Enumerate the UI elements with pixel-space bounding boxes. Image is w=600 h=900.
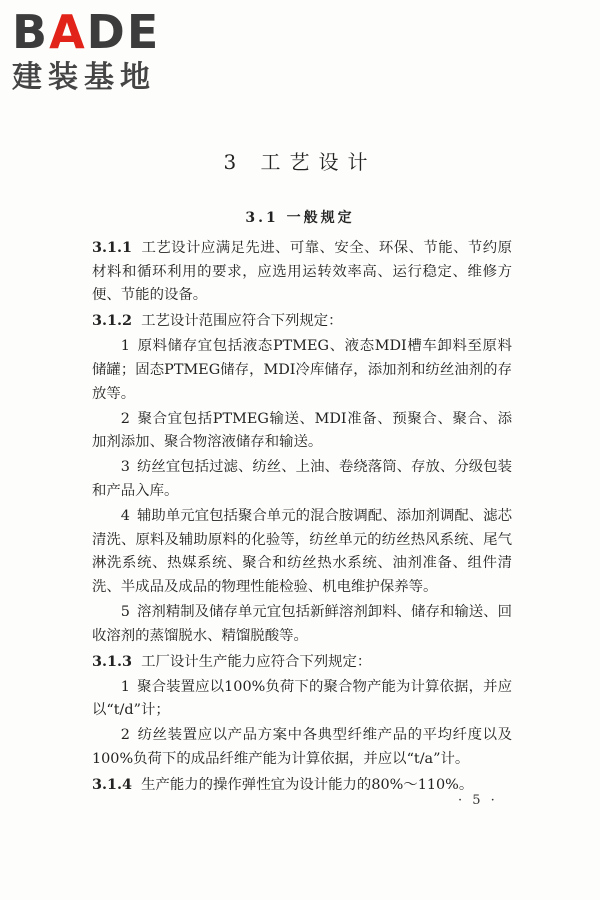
clause-3-1-2-item-1 [92, 335, 512, 406]
clause-3-1-2-item-2 [92, 408, 512, 455]
clause-number: 3.1.3 [92, 652, 133, 670]
item-number: 1 [120, 338, 130, 355]
item-text: 纺丝装置应以产品方案中各典型纤维产品的平均纤度以及100%负荷下的成品纤维产能为计算依据，并应以“t/a”计。 [92, 727, 512, 767]
item-text: 原料储存宜包括液态PTMEG、液态MDI槽车卸料至原料储罐；固态PTMEG储存，MDI冷库储存，添加剂和纺丝油剂的存放等。 [92, 338, 512, 402]
clause-text: 工艺设计应满足先进、可靠、安全、环保、节能、节约原材料和循环利用的要求，应选用运转效率高、运行稳定、维修方便、节能的设备。 [92, 240, 512, 304]
section-title: 3.1 一般规定 [245, 210, 355, 226]
item-number: 2 [120, 727, 130, 744]
logo-letter-b: B [12, 5, 50, 59]
clause-3-1-2-item-3 [92, 456, 512, 503]
item-text: 聚合装置应以100%负荷下的聚合物产能为计算依据，并应以“t/d”计； [92, 678, 512, 719]
logo-subtitle: 建装基地 [12, 60, 156, 95]
logo [12, 6, 160, 96]
clause-3-1-3-item-1 [92, 676, 512, 723]
page-number: · 5 · [458, 793, 498, 808]
clause-3-1-3 [92, 650, 512, 675]
item-number: 2 [120, 410, 130, 427]
item-text: 辅助单元宜包括聚合单元的混合胺调配、添加剂调配、滤芯清洗、原料及辅助原料的化验等，纺丝单元的纺丝热风系统、尾气淋洗系统、热媒系统、聚合和纺丝热水系统、油剂准备、组件清洗、半成品及成品的物理性能检验、机电维护保养等。 [92, 508, 512, 595]
clause-text: 工艺设计范围应符合下列规定： [141, 313, 343, 330]
clause-number: 3.1.2 [92, 312, 133, 330]
body-text [92, 236, 512, 799]
clause-text: 工厂设计生产能力应符合下列规定： [141, 653, 372, 670]
clause-3-1-2-item-4 [92, 505, 512, 599]
item-number: 1 [120, 678, 130, 695]
clause-3-1-2-item-5 [92, 601, 512, 648]
chapter-title: 3 工艺设计 [223, 150, 377, 174]
item-text: 溶剂精制及储存单元宜包括新鲜溶剂卸料、储存和输送、回收溶剂的蒸馏脱水、精馏脱酸等。 [92, 603, 512, 644]
clause-3-1-1 [92, 236, 512, 308]
item-text: 纺丝宜包括过滤、纺丝、上油、卷绕落筒、存放、分级包装和产品入库。 [92, 459, 512, 499]
clause-3-1-4 [92, 773, 512, 798]
item-number: 4 [120, 508, 130, 525]
logo-wordmark [12, 6, 160, 58]
clause-text: 生产能力的操作弹性宜为设计能力的80%～110%。 [141, 777, 474, 794]
item-text: 聚合宜包括PTMEG输送、MDI准备、预聚合、聚合、添加剂添加、聚合物溶液储存和输送。 [92, 410, 512, 451]
clause-3-1-3-item-2 [92, 724, 512, 771]
clause-number: 3.1.1 [92, 239, 133, 256]
logo-letters-de: DE [86, 5, 161, 59]
item-number: 5 [120, 603, 130, 620]
clause-number: 3.1.4 [92, 776, 133, 794]
logo-letter-a: A [49, 5, 87, 59]
item-number: 3 [120, 459, 130, 476]
clause-3-1-2 [92, 309, 512, 334]
